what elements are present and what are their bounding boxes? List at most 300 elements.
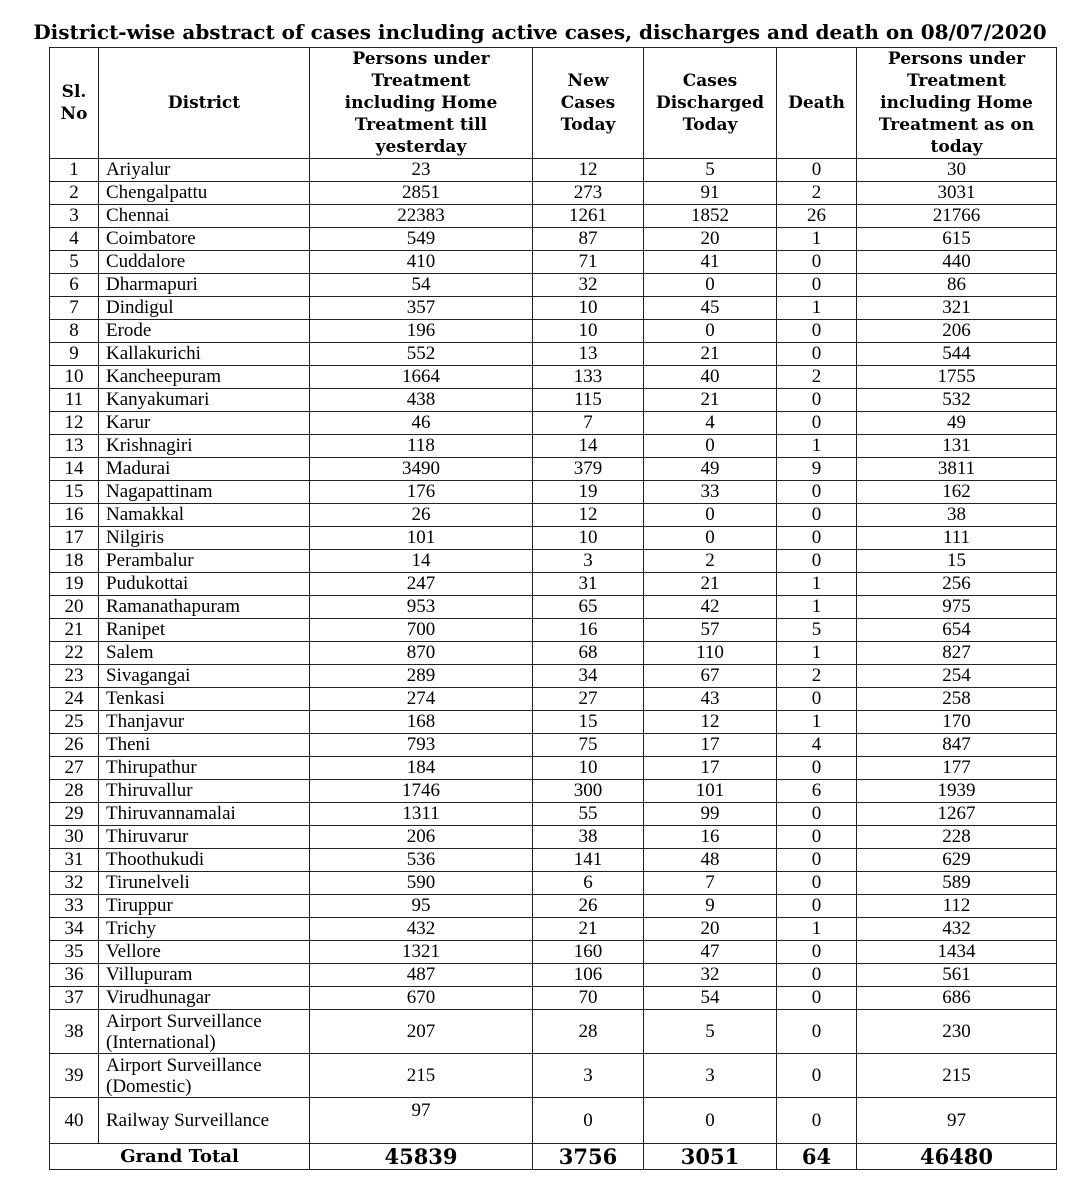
yesterday-cell: 274	[310, 688, 533, 711]
yesterday-cell: 206	[310, 826, 533, 849]
death-cell: 0	[777, 527, 857, 550]
today-cell: 975	[857, 596, 1057, 619]
today-cell: 258	[857, 688, 1057, 711]
yesterday-cell: 215	[310, 1054, 533, 1098]
today-cell: 206	[857, 320, 1057, 343]
new-cases-cell: 141	[533, 849, 644, 872]
today-cell: 544	[857, 343, 1057, 366]
table-row	[50, 780, 1057, 803]
today-cell: 21766	[857, 205, 1057, 228]
discharged-cell: 21	[644, 343, 777, 366]
table-row	[50, 159, 1057, 182]
yesterday-cell: 1664	[310, 366, 533, 389]
death-cell: 0	[777, 1010, 857, 1054]
district-cell: Pudukottai	[99, 573, 310, 596]
yesterday-cell: 196	[310, 320, 533, 343]
discharged-cell: 5	[644, 159, 777, 182]
discharged-cell: 21	[644, 389, 777, 412]
discharged-cell: 42	[644, 596, 777, 619]
sl-no-cell: 32	[50, 872, 99, 895]
death-cell: 0	[777, 1054, 857, 1098]
death-cell: 0	[777, 688, 857, 711]
table-row	[50, 596, 1057, 619]
discharged-cell: 101	[644, 780, 777, 803]
new-cases-cell: 10	[533, 297, 644, 320]
discharged-cell: 4	[644, 412, 777, 435]
death-cell: 0	[777, 803, 857, 826]
yesterday-cell: 357	[310, 297, 533, 320]
table-row	[50, 458, 1057, 481]
table-row	[50, 711, 1057, 734]
table-row	[50, 228, 1057, 251]
grand-total-label: Grand Total	[50, 1144, 310, 1170]
sl-no-cell: 19	[50, 573, 99, 596]
sl-no-cell: 20	[50, 596, 99, 619]
new-cases-cell: 68	[533, 642, 644, 665]
today-cell: 162	[857, 481, 1057, 504]
sl-no-cell: 18	[50, 550, 99, 573]
today-cell: 38	[857, 504, 1057, 527]
discharged-cell: 45	[644, 297, 777, 320]
today-cell: 230	[857, 1010, 1057, 1054]
discharged-cell: 40	[644, 366, 777, 389]
table-row	[50, 803, 1057, 826]
discharged-cell: 0	[644, 1098, 777, 1144]
new-cases-cell: 115	[533, 389, 644, 412]
table-header-row	[50, 48, 1057, 159]
discharged-cell: 43	[644, 688, 777, 711]
yesterday-cell: 438	[310, 389, 533, 412]
new-cases-cell: 55	[533, 803, 644, 826]
today-cell: 532	[857, 389, 1057, 412]
district-cell: Karur	[99, 412, 310, 435]
yesterday-cell: 1321	[310, 941, 533, 964]
death-cell: 0	[777, 849, 857, 872]
new-cases-cell: 34	[533, 665, 644, 688]
header-under-treatment-today: Persons under Treatment including Home Treatment as on today	[857, 48, 1057, 159]
new-cases-cell: 26	[533, 895, 644, 918]
table-row	[50, 849, 1057, 872]
sl-no-cell: 4	[50, 228, 99, 251]
table-row	[50, 182, 1057, 205]
district-cell: Dindigul	[99, 297, 310, 320]
page-title: District-wise abstract of cases including active cases, discharges and death on 08/07/2020	[33, 20, 1047, 44]
yesterday-cell: 95	[310, 895, 533, 918]
new-cases-cell: 21	[533, 918, 644, 941]
district-cell: Thiruvannamalai	[99, 803, 310, 826]
sl-no-cell: 30	[50, 826, 99, 849]
yesterday-cell: 700	[310, 619, 533, 642]
sl-no-cell: 38	[50, 1010, 99, 1054]
new-cases-cell: 12	[533, 504, 644, 527]
discharged-cell: 20	[644, 228, 777, 251]
sl-no-cell: 37	[50, 987, 99, 1010]
death-cell: 0	[777, 481, 857, 504]
sl-no-cell: 9	[50, 343, 99, 366]
today-cell: 440	[857, 251, 1057, 274]
death-cell: 9	[777, 458, 857, 481]
today-cell: 49	[857, 412, 1057, 435]
yesterday-cell: 549	[310, 228, 533, 251]
table-row	[50, 389, 1057, 412]
yesterday-cell: 26	[310, 504, 533, 527]
discharged-cell: 17	[644, 757, 777, 780]
new-cases-cell: 10	[533, 320, 644, 343]
district-cell: Salem	[99, 642, 310, 665]
death-cell: 1	[777, 297, 857, 320]
new-cases-cell: 28	[533, 1010, 644, 1054]
district-cell: Coimbatore	[99, 228, 310, 251]
table-row	[50, 504, 1057, 527]
yesterday-cell: 432	[310, 918, 533, 941]
death-cell: 0	[777, 389, 857, 412]
table-row	[50, 343, 1057, 366]
today-cell: 3811	[857, 458, 1057, 481]
death-cell: 0	[777, 964, 857, 987]
yesterday-cell: 1746	[310, 780, 533, 803]
discharged-cell: 2	[644, 550, 777, 573]
yesterday-cell: 552	[310, 343, 533, 366]
new-cases-cell: 38	[533, 826, 644, 849]
death-cell: 0	[777, 159, 857, 182]
yesterday-cell: 207	[310, 1010, 533, 1054]
discharged-cell: 48	[644, 849, 777, 872]
today-cell: 1755	[857, 366, 1057, 389]
death-cell: 1	[777, 711, 857, 734]
sl-no-cell: 11	[50, 389, 99, 412]
today-cell: 1434	[857, 941, 1057, 964]
death-cell: 5	[777, 619, 857, 642]
discharged-cell: 33	[644, 481, 777, 504]
new-cases-cell: 106	[533, 964, 644, 987]
death-cell: 0	[777, 320, 857, 343]
sl-no-cell: 28	[50, 780, 99, 803]
discharged-cell: 9	[644, 895, 777, 918]
new-cases-cell: 273	[533, 182, 644, 205]
today-cell: 30	[857, 159, 1057, 182]
new-cases-cell: 70	[533, 987, 644, 1010]
new-cases-cell: 12	[533, 159, 644, 182]
today-cell: 654	[857, 619, 1057, 642]
death-cell: 0	[777, 251, 857, 274]
district-cell: Madurai	[99, 458, 310, 481]
new-cases-cell: 15	[533, 711, 644, 734]
sl-no-cell: 8	[50, 320, 99, 343]
discharged-cell: 21	[644, 573, 777, 596]
discharged-cell: 67	[644, 665, 777, 688]
discharged-cell: 7	[644, 872, 777, 895]
table-row	[50, 366, 1057, 389]
sl-no-cell: 39	[50, 1054, 99, 1098]
discharged-cell: 47	[644, 941, 777, 964]
today-cell: 629	[857, 849, 1057, 872]
sl-no-cell: 5	[50, 251, 99, 274]
yesterday-cell: 118	[310, 435, 533, 458]
table-row	[50, 757, 1057, 780]
yesterday-cell: 2851	[310, 182, 533, 205]
table-row	[50, 872, 1057, 895]
district-cell: Theni	[99, 734, 310, 757]
district-cell: Ariyalur	[99, 159, 310, 182]
district-cell: Namakkal	[99, 504, 310, 527]
table-row	[50, 895, 1057, 918]
death-cell: 0	[777, 826, 857, 849]
grand-total-death: 64	[777, 1144, 857, 1170]
death-cell: 0	[777, 757, 857, 780]
discharged-cell: 3	[644, 1054, 777, 1098]
death-cell: 6	[777, 780, 857, 803]
district-cell: Dharmapuri	[99, 274, 310, 297]
table-row	[50, 665, 1057, 688]
sl-no-cell: 14	[50, 458, 99, 481]
new-cases-cell: 7	[533, 412, 644, 435]
discharged-cell: 99	[644, 803, 777, 826]
new-cases-cell: 71	[533, 251, 644, 274]
discharged-cell: 110	[644, 642, 777, 665]
new-cases-cell: 300	[533, 780, 644, 803]
discharged-cell: 5	[644, 1010, 777, 1054]
today-cell: 686	[857, 987, 1057, 1010]
discharged-cell: 1852	[644, 205, 777, 228]
death-cell: 0	[777, 550, 857, 573]
discharged-cell: 91	[644, 182, 777, 205]
sl-no-cell: 6	[50, 274, 99, 297]
death-cell: 1	[777, 642, 857, 665]
death-cell: 0	[777, 872, 857, 895]
table-row	[50, 481, 1057, 504]
yesterday-cell: 870	[310, 642, 533, 665]
table-row	[50, 205, 1057, 228]
today-cell: 1267	[857, 803, 1057, 826]
sl-no-cell: 34	[50, 918, 99, 941]
death-cell: 1	[777, 918, 857, 941]
today-cell: 112	[857, 895, 1057, 918]
death-cell: 0	[777, 504, 857, 527]
today-cell: 170	[857, 711, 1057, 734]
district-cell: Tenkasi	[99, 688, 310, 711]
district-cell: Tirunelveli	[99, 872, 310, 895]
table-row	[50, 688, 1057, 711]
today-cell: 847	[857, 734, 1057, 757]
today-cell: 256	[857, 573, 1057, 596]
district-cell: Thiruvarur	[99, 826, 310, 849]
sl-no-cell: 24	[50, 688, 99, 711]
discharged-cell: 49	[644, 458, 777, 481]
discharged-cell: 41	[644, 251, 777, 274]
district-cell: Ranipet	[99, 619, 310, 642]
death-cell: 0	[777, 412, 857, 435]
table-row	[50, 412, 1057, 435]
today-cell: 3031	[857, 182, 1057, 205]
grand-total-discharged: 3051	[644, 1144, 777, 1170]
sl-no-cell: 40	[50, 1098, 99, 1144]
discharged-cell: 0	[644, 504, 777, 527]
grand-total-today: 46480	[857, 1144, 1057, 1170]
new-cases-cell: 0	[533, 1098, 644, 1144]
district-cell: Krishnagiri	[99, 435, 310, 458]
today-cell: 254	[857, 665, 1057, 688]
grand-total-new-cases: 3756	[533, 1144, 644, 1170]
sl-no-cell: 31	[50, 849, 99, 872]
discharged-cell: 54	[644, 987, 777, 1010]
table-row	[50, 1098, 1057, 1144]
death-cell: 1	[777, 596, 857, 619]
table-row	[50, 734, 1057, 757]
header-district: District	[99, 48, 310, 159]
new-cases-cell: 379	[533, 458, 644, 481]
district-abstract-table	[49, 47, 1057, 1170]
new-cases-cell: 6	[533, 872, 644, 895]
district-cell: Airport Surveillance (Domestic)	[99, 1054, 310, 1098]
district-cell: Chennai	[99, 205, 310, 228]
new-cases-cell: 14	[533, 435, 644, 458]
death-cell: 1	[777, 573, 857, 596]
new-cases-cell: 31	[533, 573, 644, 596]
district-cell: Nagapattinam	[99, 481, 310, 504]
yesterday-cell: 3490	[310, 458, 533, 481]
district-cell: Thirupathur	[99, 757, 310, 780]
district-cell: Vellore	[99, 941, 310, 964]
today-cell: 86	[857, 274, 1057, 297]
district-cell: Thiruvallur	[99, 780, 310, 803]
discharged-cell: 0	[644, 274, 777, 297]
table-row	[50, 918, 1057, 941]
yesterday-cell: 247	[310, 573, 533, 596]
today-cell: 97	[857, 1098, 1057, 1144]
table-row	[50, 274, 1057, 297]
sl-no-cell: 12	[50, 412, 99, 435]
new-cases-cell: 160	[533, 941, 644, 964]
today-cell: 589	[857, 872, 1057, 895]
district-cell: Chengalpattu	[99, 182, 310, 205]
today-cell: 177	[857, 757, 1057, 780]
death-cell: 0	[777, 1098, 857, 1144]
district-cell: Villupuram	[99, 964, 310, 987]
district-cell: Tiruppur	[99, 895, 310, 918]
yesterday-cell: 184	[310, 757, 533, 780]
grand-total-row	[50, 1144, 1057, 1170]
table-row	[50, 251, 1057, 274]
sl-no-cell: 15	[50, 481, 99, 504]
sl-no-cell: 29	[50, 803, 99, 826]
death-cell: 26	[777, 205, 857, 228]
discharged-cell: 0	[644, 435, 777, 458]
sl-no-cell: 33	[50, 895, 99, 918]
district-cell: Kancheepuram	[99, 366, 310, 389]
new-cases-cell: 3	[533, 550, 644, 573]
new-cases-cell: 13	[533, 343, 644, 366]
death-cell: 0	[777, 274, 857, 297]
new-cases-cell: 10	[533, 527, 644, 550]
table-row	[50, 435, 1057, 458]
death-cell: 2	[777, 182, 857, 205]
district-cell: Thanjavur	[99, 711, 310, 734]
yesterday-cell: 97	[310, 1098, 533, 1144]
new-cases-cell: 32	[533, 274, 644, 297]
header-sl-no: Sl. No	[50, 48, 99, 159]
sl-no-cell: 7	[50, 297, 99, 320]
table-row	[50, 964, 1057, 987]
district-cell: Virudhunagar	[99, 987, 310, 1010]
sl-no-cell: 23	[50, 665, 99, 688]
sl-no-cell: 26	[50, 734, 99, 757]
district-cell: Thoothukudi	[99, 849, 310, 872]
yesterday-cell: 168	[310, 711, 533, 734]
today-cell: 111	[857, 527, 1057, 550]
district-cell: Perambalur	[99, 550, 310, 573]
yesterday-cell: 487	[310, 964, 533, 987]
today-cell: 827	[857, 642, 1057, 665]
sl-no-cell: 25	[50, 711, 99, 734]
death-cell: 4	[777, 734, 857, 757]
new-cases-cell: 27	[533, 688, 644, 711]
grand-total-yesterday: 45839	[310, 1144, 533, 1170]
yesterday-cell: 410	[310, 251, 533, 274]
district-cell: Sivagangai	[99, 665, 310, 688]
death-cell: 2	[777, 665, 857, 688]
new-cases-cell: 10	[533, 757, 644, 780]
header-discharged: Cases Discharged Today	[644, 48, 777, 159]
sl-no-cell: 27	[50, 757, 99, 780]
sl-no-cell: 10	[50, 366, 99, 389]
yesterday-cell: 536	[310, 849, 533, 872]
today-cell: 1939	[857, 780, 1057, 803]
discharged-cell: 16	[644, 826, 777, 849]
death-cell: 0	[777, 941, 857, 964]
new-cases-cell: 3	[533, 1054, 644, 1098]
new-cases-cell: 65	[533, 596, 644, 619]
new-cases-cell: 16	[533, 619, 644, 642]
today-cell: 215	[857, 1054, 1057, 1098]
discharged-cell: 57	[644, 619, 777, 642]
district-cell: Cuddalore	[99, 251, 310, 274]
yesterday-cell: 953	[310, 596, 533, 619]
new-cases-cell: 87	[533, 228, 644, 251]
district-cell: Erode	[99, 320, 310, 343]
sl-no-cell: 3	[50, 205, 99, 228]
death-cell: 2	[777, 366, 857, 389]
yesterday-cell: 1311	[310, 803, 533, 826]
today-cell: 432	[857, 918, 1057, 941]
sl-no-cell: 22	[50, 642, 99, 665]
table-row	[50, 1054, 1057, 1098]
today-cell: 615	[857, 228, 1057, 251]
today-cell: 131	[857, 435, 1057, 458]
yesterday-cell: 14	[310, 550, 533, 573]
table-row	[50, 573, 1057, 596]
death-cell: 1	[777, 435, 857, 458]
discharged-cell: 17	[644, 734, 777, 757]
district-cell: Airport Surveillance (International)	[99, 1010, 310, 1054]
today-cell: 561	[857, 964, 1057, 987]
district-cell: Trichy	[99, 918, 310, 941]
death-cell: 0	[777, 895, 857, 918]
yesterday-cell: 46	[310, 412, 533, 435]
discharged-cell: 32	[644, 964, 777, 987]
discharged-cell: 12	[644, 711, 777, 734]
yesterday-cell: 670	[310, 987, 533, 1010]
table-row	[50, 1010, 1057, 1054]
discharged-cell: 0	[644, 527, 777, 550]
new-cases-cell: 1261	[533, 205, 644, 228]
district-cell: Kallakurichi	[99, 343, 310, 366]
table-row	[50, 987, 1057, 1010]
table-body	[50, 159, 1057, 1144]
new-cases-cell: 19	[533, 481, 644, 504]
yesterday-cell: 289	[310, 665, 533, 688]
today-cell: 228	[857, 826, 1057, 849]
table-row	[50, 297, 1057, 320]
